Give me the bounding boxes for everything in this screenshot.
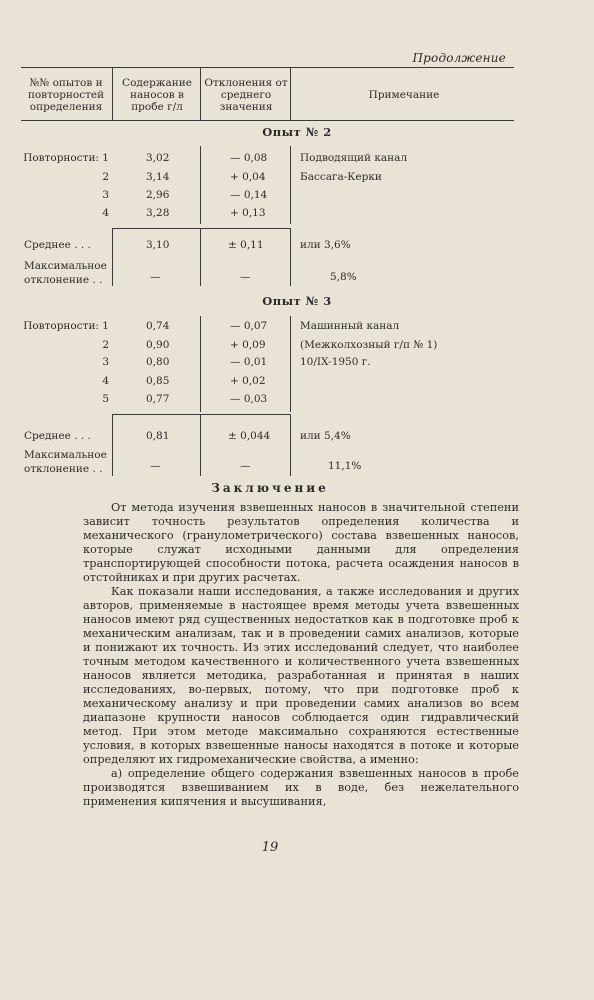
- note-value: 10/IX-1950 г.: [300, 356, 371, 368]
- conclusion-title: Заключение: [211, 481, 329, 495]
- max-content: —: [150, 460, 161, 472]
- mean-separator: [112, 414, 290, 415]
- row-label: 4: [102, 375, 109, 387]
- deviation-value: + 0,04: [230, 171, 266, 183]
- divider: [290, 146, 291, 224]
- column-header-content: Содержание наносов в пробе г/л: [122, 77, 192, 113]
- paragraph: а) определение общего содержания взвешенных наносов в пробе производятся взвешиванием их в воде, без нежелательного применения кипячения и высушивания,: [83, 767, 519, 808]
- divider: [200, 414, 201, 476]
- max-label: отклонение . .: [24, 463, 103, 475]
- max-deviation: —: [240, 271, 251, 283]
- max-note: 5,8%: [330, 271, 357, 283]
- row-label: 2: [102, 171, 109, 183]
- row-label: 3: [102, 356, 109, 368]
- row-label: Повторности: 1: [23, 152, 109, 164]
- max-label: Максимальное: [24, 260, 107, 272]
- experiment-title: Опыт № 3: [262, 294, 332, 308]
- mean-content: 0,81: [146, 430, 170, 442]
- column-header-experiment: №№ опытов и повторностей определения: [27, 77, 105, 113]
- divider: [200, 146, 201, 224]
- page-number: 19: [261, 840, 279, 855]
- max-label: Максимальное: [24, 449, 107, 461]
- mean-separator: [112, 228, 290, 229]
- column-header-deviation: Отклонения от среднего значения: [204, 77, 288, 113]
- deviation-value: — 0,01: [230, 356, 268, 368]
- divider: [290, 228, 291, 286]
- content-value: 0,90: [146, 339, 170, 351]
- max-deviation: —: [240, 460, 251, 472]
- row-label: 5: [102, 393, 109, 405]
- note-value: Подводящий канал: [300, 152, 408, 164]
- mean-deviation: ± 0,11: [228, 239, 264, 251]
- mean-deviation: ± 0,044: [228, 430, 271, 442]
- max-label: отклонение . .: [24, 274, 103, 286]
- deviation-value: — 0,03: [230, 393, 268, 405]
- content-value: 0,74: [146, 320, 170, 332]
- content-value: 2,96: [146, 189, 170, 201]
- content-value: 3,02: [146, 152, 170, 164]
- divider: [200, 228, 201, 286]
- note-value: (Межколхозный г/п № 1): [300, 339, 438, 351]
- content-value: 3,14: [146, 171, 170, 183]
- header-divider-2: [200, 68, 201, 120]
- mean-label: Среднее . . .: [24, 239, 91, 251]
- deviation-value: — 0,07: [230, 320, 268, 332]
- continuation-label: Продолжение: [412, 51, 506, 65]
- row-label: 3: [102, 189, 109, 201]
- mean-content: 3,10: [146, 239, 170, 251]
- paragraph: От метода изучения взвешенных наносов в значительной степени зависит точность результатов определения количества и механического (гранулометрического) состава взвешенных наносов, которые служат исходными данными для определения транспортирующей способности потока, расчета осаждения наносов в отстойниках и при других расчетах.: [83, 501, 519, 584]
- row-label: 2: [102, 339, 109, 351]
- deviation-value: — 0,08: [230, 152, 268, 164]
- note-value: Машинный канал: [300, 320, 400, 332]
- conclusion-body: [83, 501, 519, 809]
- deviation-value: + 0,13: [230, 207, 266, 219]
- deviation-value: + 0,02: [230, 375, 266, 387]
- max-content: —: [150, 271, 161, 283]
- experiment-title: Опыт № 2: [262, 125, 332, 139]
- row-label: 4: [102, 207, 109, 219]
- column-header-note: Примечание: [368, 89, 440, 101]
- header-divider-1: [112, 68, 113, 120]
- mean-note: или 3,6%: [300, 239, 351, 251]
- divider: [290, 414, 291, 476]
- divider: [112, 228, 113, 286]
- table-top-rule: [21, 67, 514, 68]
- max-note: 11,1%: [328, 460, 362, 472]
- mean-note: или 5,4%: [300, 430, 351, 442]
- deviation-value: — 0,14: [230, 189, 268, 201]
- divider: [112, 414, 113, 476]
- mean-label: Среднее . . .: [24, 430, 91, 442]
- deviation-value: + 0,09: [230, 339, 266, 351]
- table-header-rule: [21, 120, 514, 121]
- paragraph: Как показали наши исследования, а также исследования и других авторов, применяемые в настоящее время методы учета взвешенных наносов имеют ряд существенных недостатков как в подготовке проб к механическим анализам, так и в проведении самих анализов, которые и понижают их точность. Из этих исследований следует, что наиболее точным методом качественного и количественного учета взвешенных наносов является методика, разработанная и принятая в наших исследованиях, во-первых, потому, что при подготовке проб к механическому анализу и при проведении самих анализов во всем диапазоне крупности наносов соблюдается один гидравлический метод. При этом методе максимально сохраняются естественные условия, в которых взвешенные наносы находятся в потоке и которые определяют их гидромеханические свойства, а именно:: [83, 585, 519, 766]
- content-value: 0,85: [146, 375, 170, 387]
- content-value: 0,80: [146, 356, 170, 368]
- divider: [290, 316, 291, 412]
- row-label: Повторности: 1: [23, 320, 109, 332]
- header-divider-3: [290, 68, 291, 120]
- divider: [200, 316, 201, 412]
- note-value: Бассага-Керки: [300, 171, 382, 183]
- content-value: 3,28: [146, 207, 170, 219]
- content-value: 0,77: [146, 393, 170, 405]
